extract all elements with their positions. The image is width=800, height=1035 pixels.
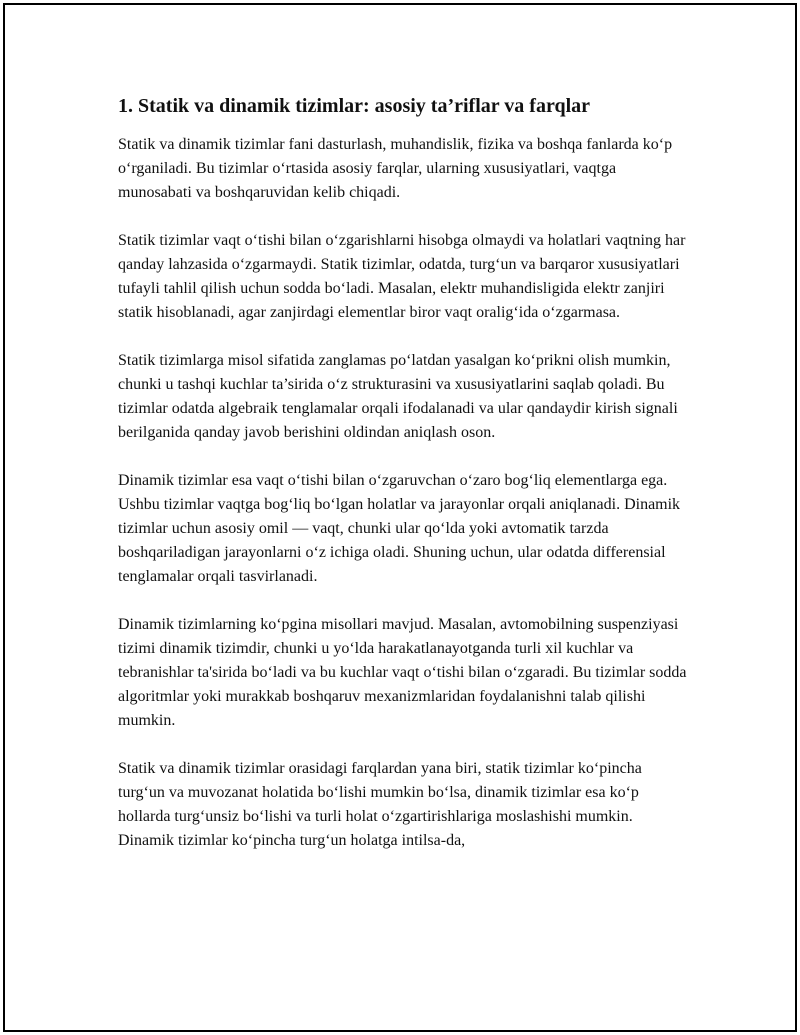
paragraph-dynamic-example: Dinamik tizimlarning ko‘pgina misollari mavjud. Masalan, avtomobilning suspenziyasi tizimi dinamik tizimdir, chunki u yo‘lda harakatlanayotganda turli xil kuchlar va tebranishlar ta'sirida bo‘ladi va bu kuchlar vaqt o‘tishi bilan o‘zgaradi. Bu tizimlar sodda algoritmlar yoki murakkab boshqaruv mexanizmlaridan foydalanishni talab qilishi mumkin. [118, 616, 687, 729]
section-heading: 1. Statik va dinamik tizimlar: asosiy ta’riflar va farqlar [118, 95, 591, 117]
paragraph-intro: Statik va dinamik tizimlar fani dasturlash, muhandislik, fizika va boshqa fanlarda ko‘p o‘rganiladi. Bu tizimlar o‘rtasida asosiy farqlar, ularning xususiyatlari, vaqtga munosabati va boshqaruvidan kelib chiqadi. [118, 136, 673, 201]
paragraph-dynamic-definition: Dinamik tizimlar esa vaqt o‘tishi bilan o‘zgaruvchan o‘zaro bog‘liq elementlarga ega. Ushbu tizimlar vaqtga bog‘liq bo‘lgan holatlar va jarayonlar orqali aniqlanadi. Dinamik tizimlar uchun asosiy omil — vaqt, chunki ular qo‘lda yoki avtomatik tarzda boshqariladigan jarayonlarni o‘z ichiga oladi. Shuning uchun, ular odatda differensial tenglamalar orqali tasvirlanadi. [118, 472, 681, 585]
paragraph-static-definition: Statik tizimlar vaqt o‘tishi bilan o‘zgarishlarni hisobga olmaydi va holatlari vaqtning har qanday lahzasida o‘zgarmaydi. Statik tizimlar, odatda, turg‘un va barqaror xususiyatlari tufayli tahlil qilish uchun sodda bo‘ladi. Masalan, elektr muhandisligida elektr zanjiri statik hisoblanadi, agar zanjirdagi elementlar biror vaqt oralig‘ida o‘zgarmasa. [118, 232, 686, 321]
paragraph-static-example: Statik tizimlarga misol sifatida zanglamas po‘latdan yasalgan ko‘prikni olish mumkin, chunki u tashqi kuchlar ta’sirida o‘z strukturasini va xususiyatlarini saqlab qoladi. Bu tizimlar odatda algebraik tenglamalar orqali ifodalanadi va ular qandaydir kirish signali berilganida qanday javob berishini oldindan aniqlash oson. [118, 352, 678, 441]
paragraph-differences: Statik va dinamik tizimlar orasidagi farqlardan yana biri, statik tizimlar ko‘pincha turg‘un va muvozanat holatida bo‘lishi mumkin bo‘lsa, dinamik tizimlar esa ko‘p hollarda turg‘unsiz bo‘lishi va turli holat o‘zgartirishlariga moslashishi mumkin. Dinamik tizimlar ko‘pincha turg‘un holatga intilsa-da, [118, 760, 642, 849]
document-body [118, 93, 690, 853]
